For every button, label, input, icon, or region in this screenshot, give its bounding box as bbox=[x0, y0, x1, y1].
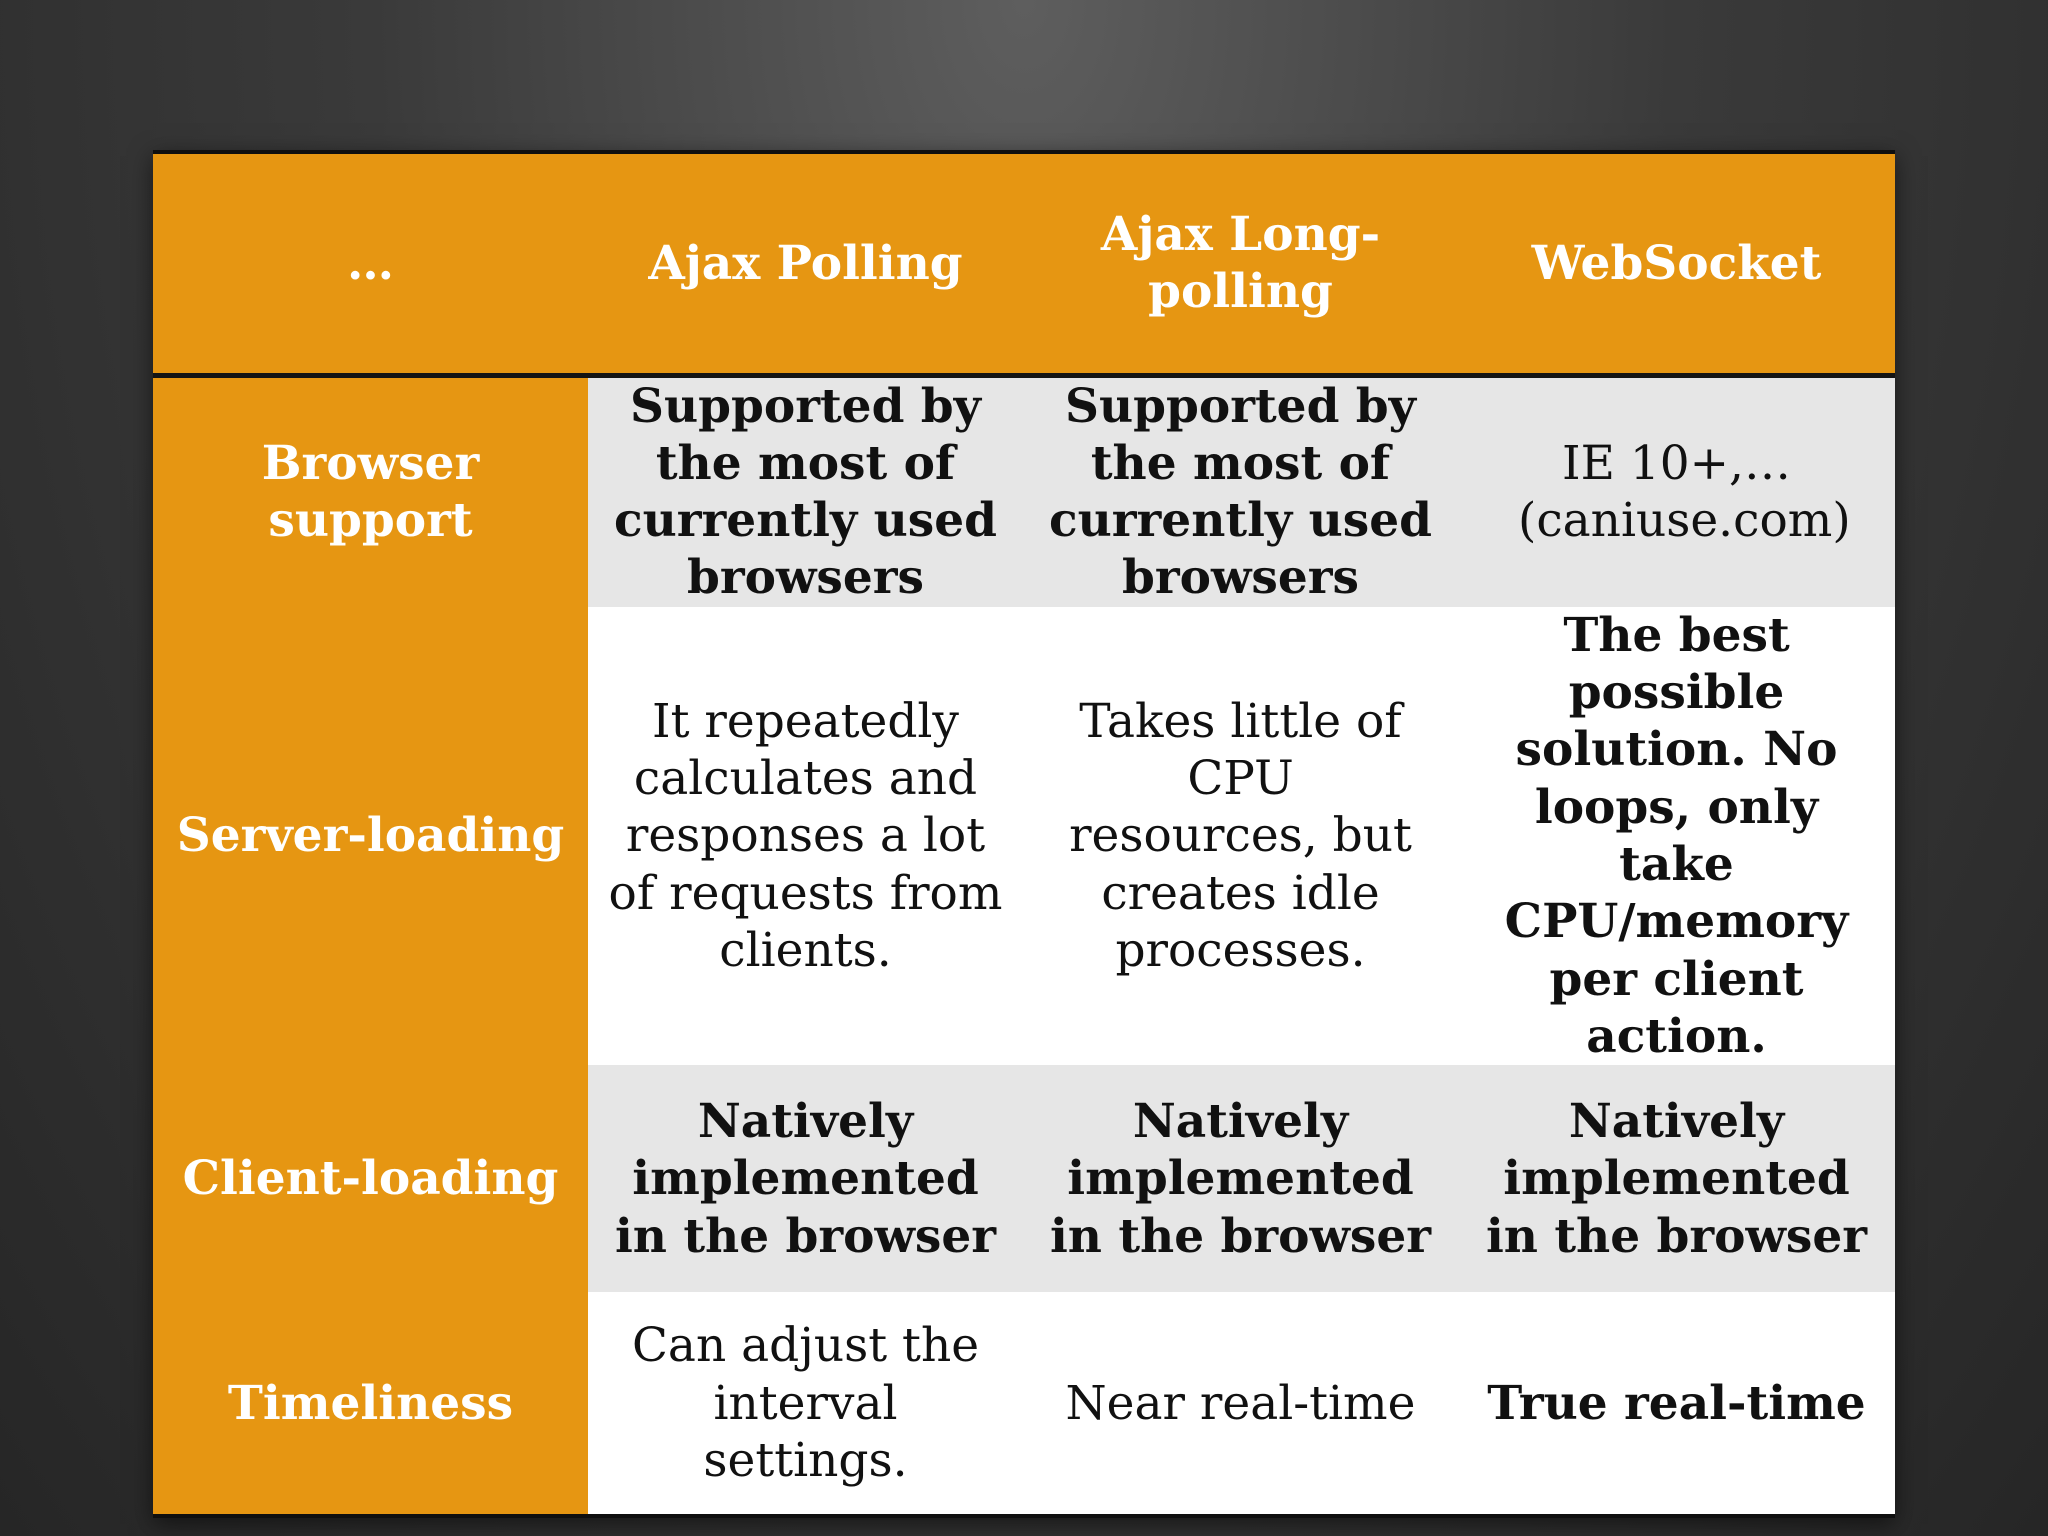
table-row-timeliness bbox=[153, 1292, 1895, 1516]
header-corner-cell: … bbox=[153, 152, 588, 375]
table-row-browser-support bbox=[153, 375, 1895, 607]
cell-server-loading-ajax-long-polling: Takes little of CPU resources, but creates idle processes. bbox=[1023, 607, 1458, 1066]
row-label-browser-support: Browser support bbox=[153, 375, 588, 607]
row-label-server-loading: Server-loading bbox=[153, 607, 588, 1066]
table-body bbox=[153, 375, 1895, 1516]
cell-client-loading-websocket: Natively implemented in the browser bbox=[1458, 1065, 1895, 1292]
comparison-table bbox=[153, 150, 1895, 1518]
header-ajax-polling: Ajax Polling bbox=[588, 152, 1023, 375]
header-websocket: WebSocket bbox=[1458, 152, 1895, 375]
cell-timeliness-websocket: True real-time bbox=[1458, 1292, 1895, 1516]
cell-browser-support-websocket: IE 10+,… (caniuse.com) bbox=[1458, 375, 1895, 607]
row-label-timeliness: Timeliness bbox=[153, 1292, 588, 1516]
row-label-client-loading: Client-loading bbox=[153, 1065, 588, 1292]
cell-browser-support-ajax-polling: Supported by the most of currently used browsers bbox=[588, 375, 1023, 607]
table-header bbox=[153, 152, 1895, 375]
cell-client-loading-ajax-long-polling: Natively implemented in the browser bbox=[1023, 1065, 1458, 1292]
table-row-server-loading bbox=[153, 607, 1895, 1066]
cell-server-loading-ajax-polling: It repeatedly calculates and responses a lot of requests from clients. bbox=[588, 607, 1023, 1066]
cell-browser-support-ajax-long-polling: Supported by the most of currently used browsers bbox=[1023, 375, 1458, 607]
cell-client-loading-ajax-polling: Natively implemented in the browser bbox=[588, 1065, 1023, 1292]
cell-timeliness-ajax-long-polling: Near real-time bbox=[1023, 1292, 1458, 1516]
header-row bbox=[153, 152, 1895, 375]
header-ajax-long-polling: Ajax Long-polling bbox=[1023, 152, 1458, 375]
cell-server-loading-websocket: The best possible solution. No loops, only take CPU/memory per client action. bbox=[1458, 607, 1895, 1066]
table-row-client-loading bbox=[153, 1065, 1895, 1292]
cell-timeliness-ajax-polling: Can adjust the interval settings. bbox=[588, 1292, 1023, 1516]
